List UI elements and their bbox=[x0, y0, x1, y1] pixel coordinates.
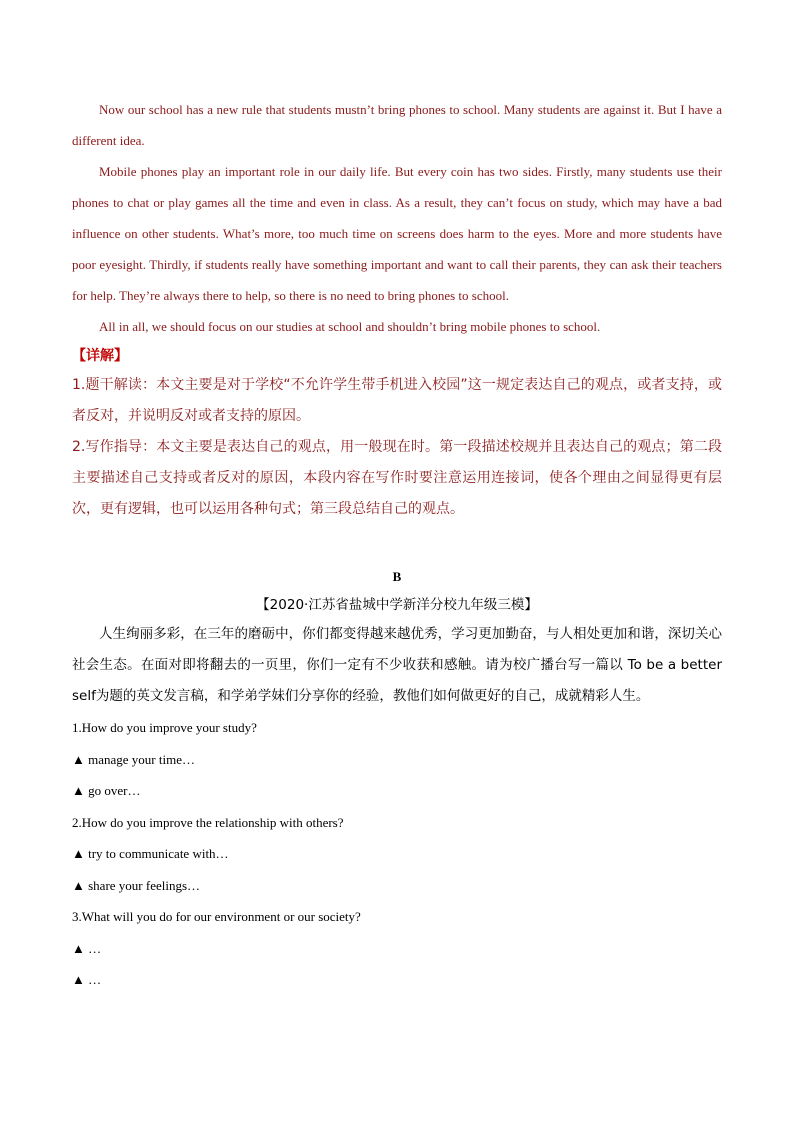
analysis-item-1: 1.题干解读：本文主要是对于学校“不允许学生带手机进入校园”这一规定表达自己的观点，或者支持，或者反对，并说明反对或者支持的原因。 bbox=[72, 377, 722, 424]
outline-question-3: 3.What will you do for our environment or our society? bbox=[72, 909, 361, 924]
essay-paragraph-3: All in all, we should focus on our studies at school and shouldn’t bring mobile phones to school. bbox=[99, 319, 601, 334]
analysis-item-2: 2.写作指导：本文主要是表达自己的观点，用一般现在时。第一段描述校规并且表达自己的观点；第二段主要描述自己支持或者反对的原因，本段内容在写作时要注意运用连接词，使各个理由之间显得更有层次，更有逻辑，也可以运用各种句式；第三段总结自己的观点。 bbox=[72, 439, 722, 517]
outline-hint-3a: ▲ … bbox=[72, 940, 102, 956]
section-b-prompt: 人生绚丽多彩，在三年的磨砺中，你们都变得越来越优秀，学习更加勤奋，与人相处更加和谐，深切关心社会生态。在面对即将翻去的一页里，你们一定有不少收获和感触。请为校广播台写一篇以 To be a better self为题的英文发言稿，和学弟学妹们分享你的经验，教他们如何做更好的自己，成就精彩人生。 bbox=[72, 626, 722, 704]
section-b-source: 【2020·江苏省盐城中学新洋分校九年级三模】 bbox=[256, 597, 538, 613]
analysis-body bbox=[72, 370, 722, 525]
outline-hint-1a: ▲ manage your time… bbox=[72, 751, 195, 767]
essay-paragraph-2: Mobile phones play an important role in our daily life. But every coin has two sides. Firstly, many students use their phones to chat or play games all the time and even in class. As a result, they can’t focus on study, which may have a bad influence on other students. What’s more, too much time on screens does harm to the eyes. More and more students have poor eyesight. Thirdly, if students really have something important and want to call their parents, they can ask their teachers for help. They’re always there to help, so there is no need to bring phones to school. bbox=[72, 164, 722, 303]
essay-paragraph-1: Now our school has a new rule that students mustn’t bring phones to school. Many students are against it. But I have a different idea. bbox=[72, 102, 722, 148]
outline-hint-1b: ▲ go over… bbox=[72, 783, 141, 798]
outline-question-1: 1.How do you improve your study? bbox=[72, 720, 257, 735]
outline-hint-2b: ▲ share your feelings… bbox=[72, 877, 201, 893]
outline-hint-2a: ▲ try to communicate with… bbox=[72, 846, 229, 861]
analysis-heading: 【详解】 bbox=[72, 348, 128, 364]
outline-question-2: 2.How do you improve the relationship with others? bbox=[72, 814, 344, 830]
outline-hint-3b: ▲ … bbox=[72, 972, 102, 987]
model-essay bbox=[72, 94, 722, 342]
outline-list bbox=[72, 712, 722, 996]
document-page bbox=[72, 94, 722, 996]
section-b-label: B bbox=[392, 569, 402, 584]
